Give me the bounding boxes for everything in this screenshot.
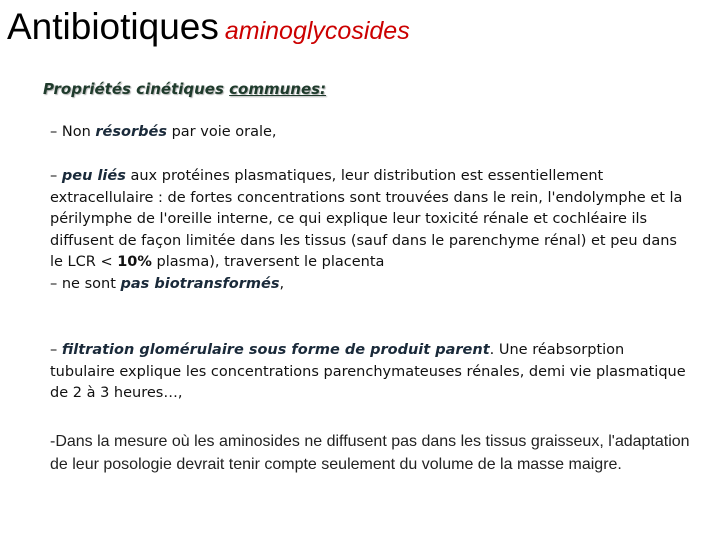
p1-text1: – Non	[50, 124, 96, 140]
p2-text5: ,	[279, 275, 285, 292]
title-subtitle: aminoglycosides	[224, 17, 410, 45]
p2-emphasis1: peu liés	[61, 168, 126, 184]
paragraph-absorption	[50, 122, 690, 144]
paragraph-distribution	[50, 166, 690, 295]
section-heading	[43, 80, 326, 98]
p2-text2: aux protéines plasmatiques, leur distribution est essentiellement extracellulaire : de fortes concentrations sont trouvées dans le rein, l'endolymphe et la périlymphe de l'oreille interne, ce qui explique leur toxicité rénale et cochléaire ils diffusent de façon limitée dans les tissus (sauf dans le parenchyme rénal) et peu dans le LCR <	[50, 168, 683, 270]
p2-bold-percent: 10%	[117, 254, 152, 270]
paragraph-posology: -Dans la mesure où les aminosides ne diffusent pas dans les tissus graisseux, l'adaptation de leur posologie devrait tenir compte seulement du volume de la masse maigre.	[50, 433, 690, 473]
p2-emphasis2: pas biotransformés	[120, 275, 280, 292]
p2-text4: – ne sont	[50, 275, 121, 292]
p3-emphasis: filtration glomérulaire sous forme de produit parent	[61, 342, 490, 358]
p2-text3: plasma), traversent le placenta	[151, 254, 385, 270]
section-heading-part1: Propriétés cinétiques	[43, 80, 230, 98]
p2-text1: –	[50, 168, 62, 184]
paragraph-elimination	[50, 340, 690, 405]
p1-emphasis: résorbés	[95, 124, 167, 140]
section-heading-part2: communes:	[229, 80, 327, 98]
p3-text1: –	[50, 342, 62, 358]
slide-title	[7, 6, 410, 48]
p3-text2: . Une réabsorption tubulaire explique les concentrations parenchymateuses rénales, demi vie plasmatique de 2 à 3 heures…,	[50, 342, 686, 401]
p1-text2: par voie orale,	[166, 124, 277, 140]
title-main: Antibiotiques	[7, 6, 219, 47]
